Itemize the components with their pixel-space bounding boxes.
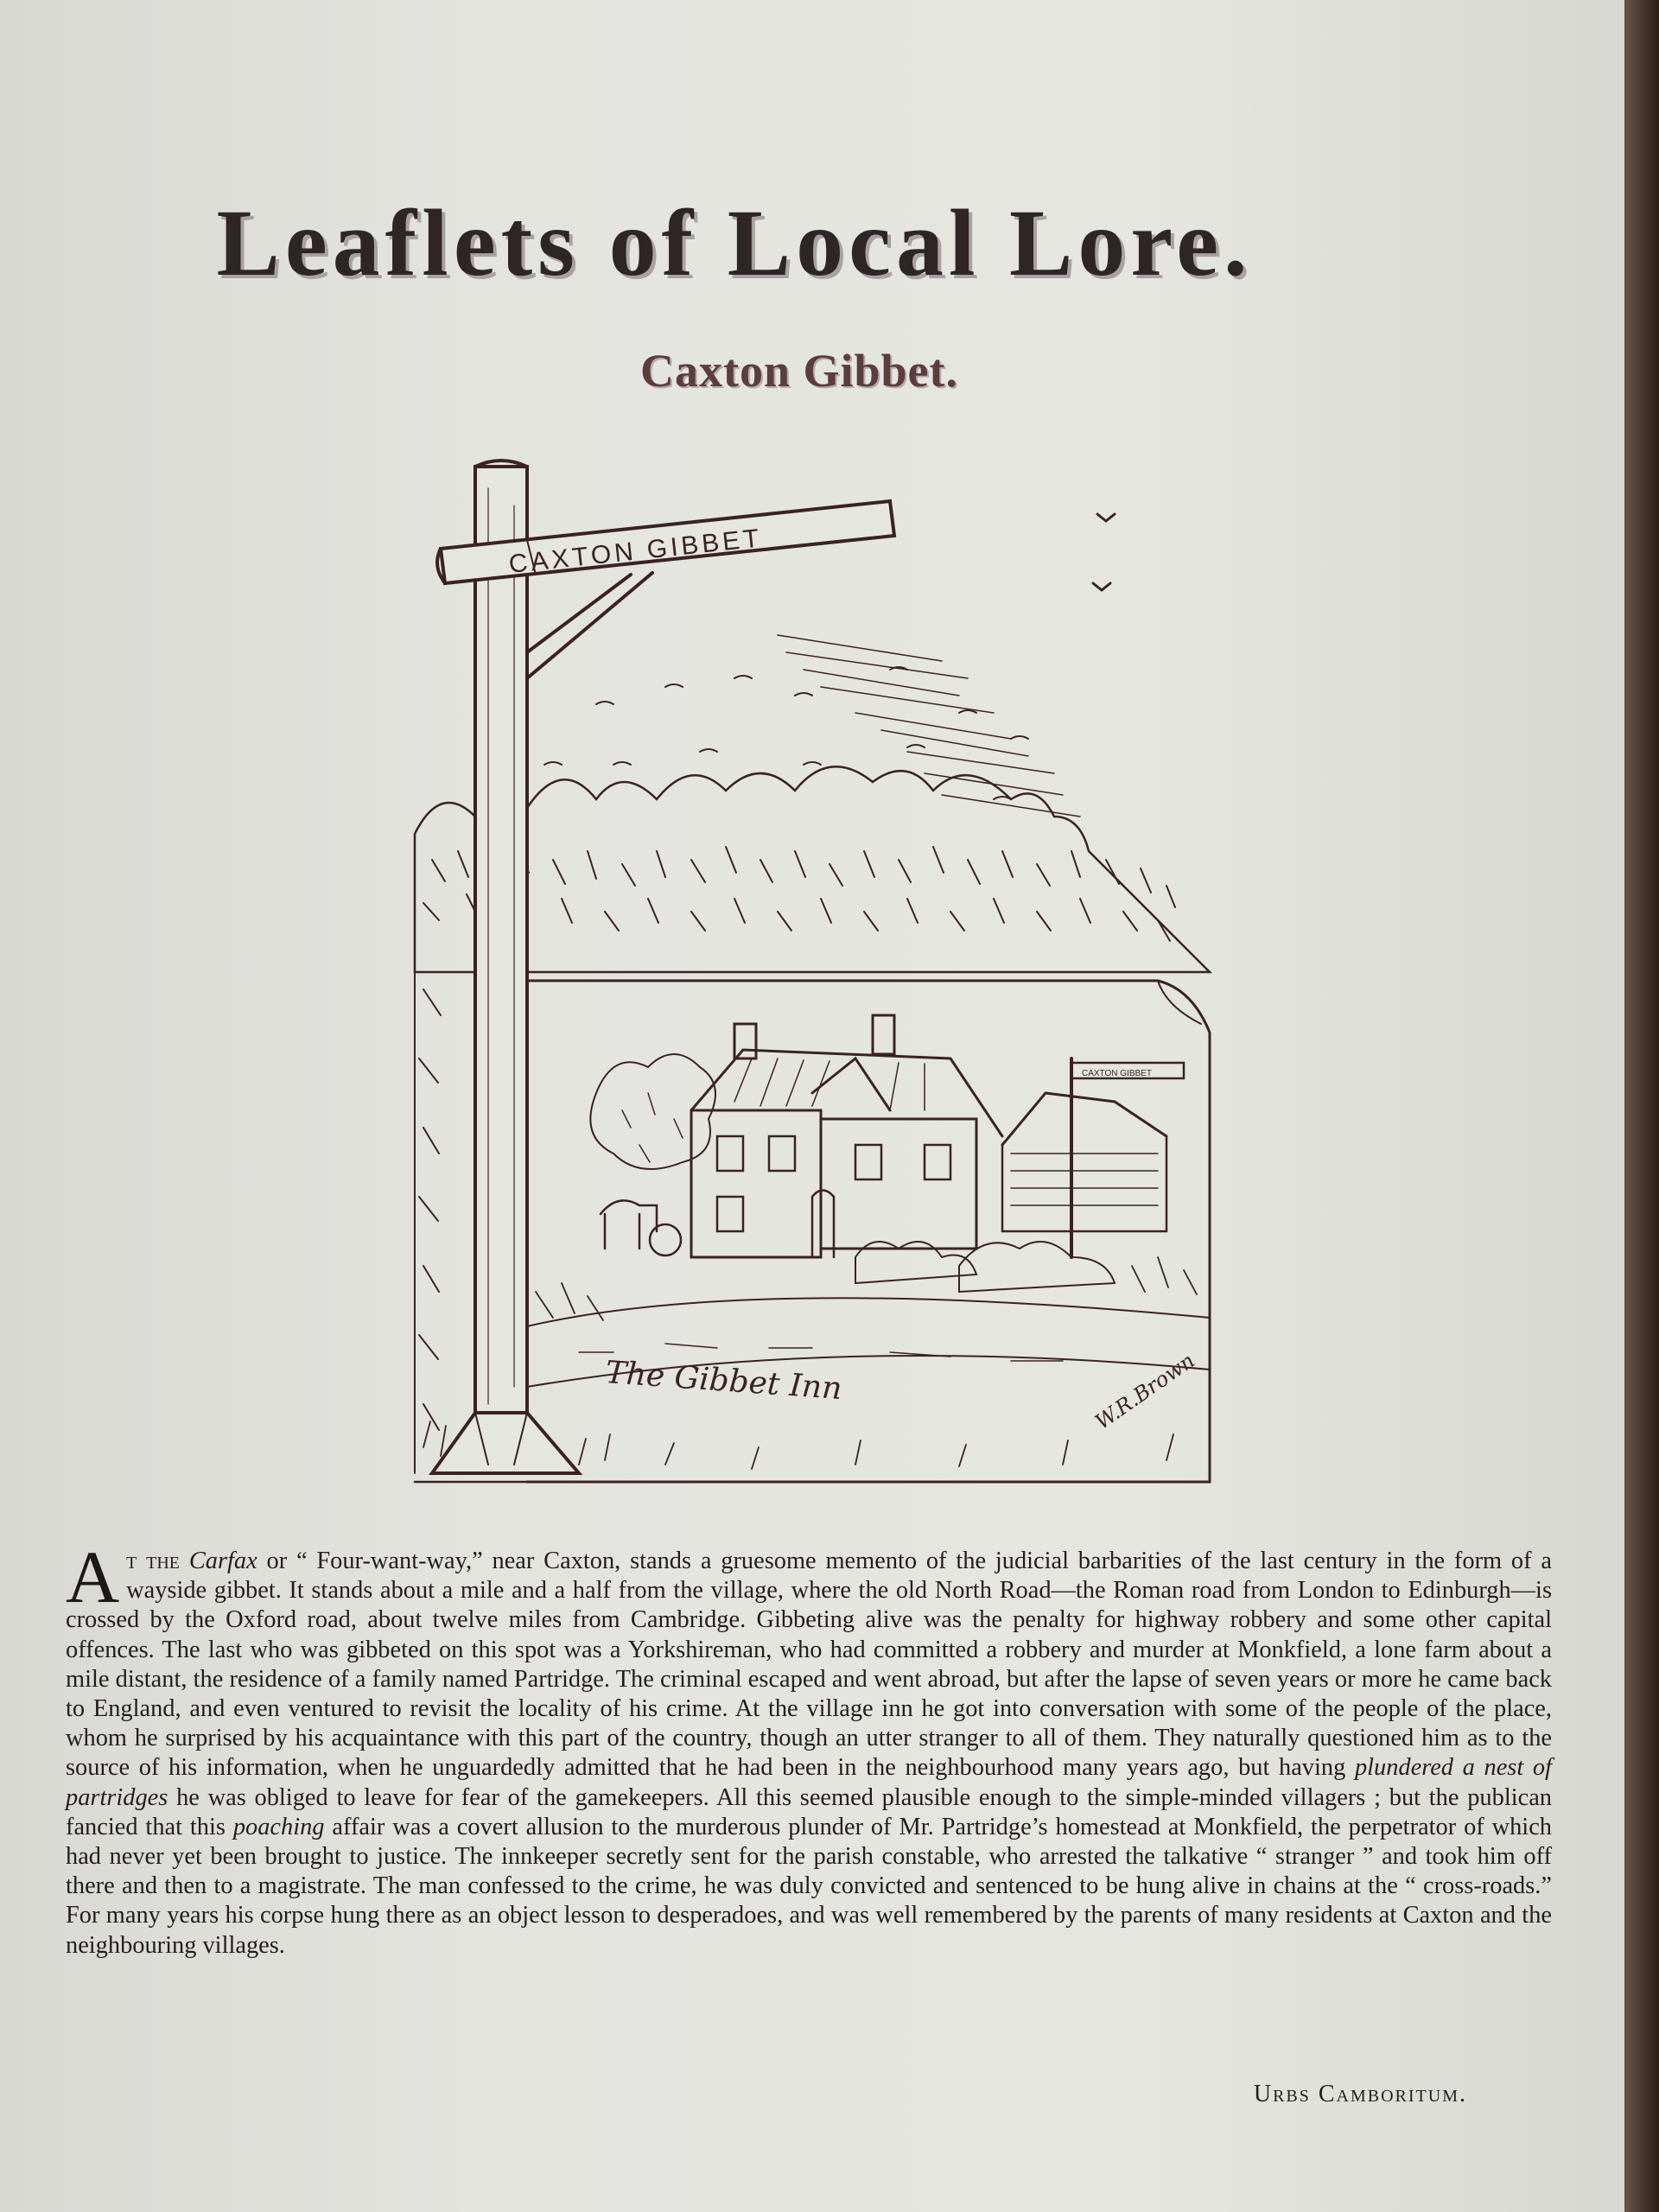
article-poaching: poaching — [232, 1813, 325, 1840]
artist-signature: W.R.Brown — [1090, 1348, 1199, 1434]
article-part-3: affair was a covert allusion to the murderous plunder of Mr. Partridge’s homestead at Monkfield, the perpetrator of which had never yet been brought to justice. The innkeeper secretly sent for the parish constable, who arrested the talkative “ stranger ” and took him off there and then to a magistrate. The man confessed to the crime, he was duly convicted and sentenced to be hung alive in chains at the “ cross-roads.” For many years his corpse hung there as an object lesson to desperadoes, and was well remembered by the parents of many residents at Caxton and the neighbouring villages. — [66, 1813, 1552, 1959]
page-edge — [1624, 0, 1659, 2212]
article-lead: t the — [126, 1548, 189, 1574]
small-sign-text: CAXTON GIBBET — [1082, 1069, 1152, 1078]
sign-text: CAXTON GIBBET — [507, 524, 764, 579]
drop-cap: A — [66, 1535, 120, 1618]
article-part-1: or “ Four-want-way,” near Caxton, stands a gruesome memento of the judicial barbarities of the last century in the form of a wayside gibbet. It stands about a mile and a half from the village, where the old North Road—the Roman road from London to Edinburgh—is crossed by the Oxford road, about twelve miles from Cambridge. Gibbeting alive was the penalty for highway robbery and some other capital offences. The last who was gibbeted on this spot was a Yorkshireman, who had committed a robbery and murder at Monkfield, a lone farm about a mile distant, the residence of a family named Partridge. The criminal escaped and went abroad, but after the lapse of seven years or more he came back to England, and even ventured to revisit the locality of his crime. At the village inn he got into conversation with some of the people of the place, whom he surprised by his acquaintance with this part of the country, though an utter stranger to all of them. They naturally questioned him as to the source of his information, when he unguardedly admitted that he had been in the neighbourhood many years ago, but having — [66, 1548, 1552, 1782]
gibbet-illustration — [406, 454, 1218, 1491]
article-body — [66, 1535, 1552, 1961]
subtitle: Caxton Gibbet. — [639, 345, 959, 397]
article-part-2: he was obliged to leave for fear of the gamekeepers. All this seemed plausible enough to the simple-minded villagers ; but the publican fancied that this — [66, 1783, 1552, 1840]
article-plundered: plundered a nest of partridges — [66, 1754, 1552, 1811]
main-title: Leaflets of Local Lore. — [216, 190, 1253, 296]
author-signature: Urbs Camboritum. — [1253, 2081, 1467, 2107]
illustration-caption: The Gibbet Inn — [604, 1355, 843, 1408]
article-carfax: Carfax — [188, 1548, 257, 1574]
